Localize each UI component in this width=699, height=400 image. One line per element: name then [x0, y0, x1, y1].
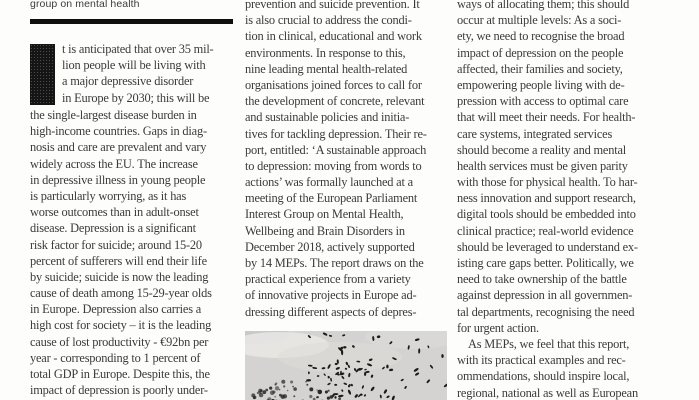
text-line: a major depressive disorder [62, 74, 194, 89]
text-line: tion in clinical, educational and work [245, 29, 422, 44]
text-line: Wellbeing and Brain Disorders in [245, 223, 405, 238]
text-line: is also crucial to address the condi- [245, 13, 412, 28]
article-column-2 [245, 0, 451, 400]
text-line: affected, their families and society, [457, 61, 623, 76]
text-line: impact of depression is poorly under- [30, 383, 208, 398]
text-line: worse outcomes than in adult-onset [30, 205, 199, 220]
text-line: environments. In response to this, [245, 45, 406, 60]
text-line: Interest Group on Mental Health, [245, 207, 404, 222]
text-line: should become a reality and mental [457, 142, 627, 157]
text-line: high-income countries. Gaps in diag- [30, 124, 207, 139]
dropcap-adjacent-lines [62, 41, 230, 106]
text-line: nosis and care are prevalent and vary [30, 140, 207, 155]
text-line: care systems, integrated services [457, 126, 613, 141]
column3-body-lines [457, 0, 662, 400]
text-line: ety, we need to recognise the broad [457, 29, 625, 44]
text-line: empowering people living with de- [457, 77, 625, 92]
article-column-3 [457, 0, 662, 400]
text-line: total GDP in Europe. Despite this, the [30, 367, 210, 381]
text-line: the single-largest disease burden in [30, 108, 197, 122]
text-line: risk factor for suicide; around 15-20 [30, 237, 202, 252]
text-line: widely across the EU. The increase [30, 156, 198, 171]
text-line: by 14 MEPs. The report draws on the [245, 256, 424, 270]
text-line: cause of death among 15-29-year olds [30, 286, 212, 301]
text-line: ness innovation and support research, [457, 191, 636, 206]
article-column-1 [30, 41, 230, 398]
header-rule [30, 19, 233, 24]
text-line: with those for physical health. To har- [457, 175, 638, 190]
column2-body-lines [245, 0, 451, 320]
text-line: the development of concrete, relevant [245, 94, 425, 109]
text-line: high cost for society – it is the leading [30, 318, 212, 333]
text-line: December 2018, actively supported [245, 239, 415, 254]
text-line: practical experience from a variety [245, 272, 411, 287]
text-line: and sustainable policies and initia- [245, 110, 410, 125]
text-line: for urgent action. [457, 320, 539, 335]
text-line: by suicide; suicide is now the leading [30, 269, 209, 284]
text-line: ommendations, should inspire local, [457, 369, 630, 384]
text-line: against depression in all governmen- [457, 288, 633, 303]
running-header: group on mental health [30, 0, 140, 10]
text-line: year - corresponding to 1 percent of [30, 350, 201, 365]
text-line: with its practical examples and rec- [457, 353, 626, 368]
text-line: of innovative projects in Europe ad- [245, 288, 417, 303]
dropcap-letter-icon [30, 44, 55, 105]
text-line: As MEPs, we feel that this report, [468, 336, 630, 351]
text-line: in Europe. Depression also carries a [30, 302, 202, 317]
text-line: percent of sufferers will end their life [30, 253, 207, 268]
text-line: occur at multiple levels: As a soci- [457, 13, 622, 28]
birds-flock-photo [245, 331, 447, 400]
text-line: should be leveraged to understand ex- [457, 239, 638, 254]
text-line: disease. Depression is a significant [30, 221, 196, 236]
dropcap-row [30, 41, 230, 107]
text-line: regional, national as well as European [457, 385, 638, 400]
text-line: pression with access to optimal care [457, 94, 629, 109]
text-line: nine leading mental health-related [245, 61, 408, 76]
text-line: actions’ was formally launched at a [245, 175, 413, 190]
text-line: clinical practice; real-world evidence [457, 223, 634, 238]
text-line: need to take ownership of the battle [457, 272, 627, 287]
text-line: in depressive illness in young people [30, 172, 206, 187]
text-line: is particularly worrying, as it has [30, 188, 187, 203]
text-line: that will meet their needs. For health- [457, 110, 636, 125]
text-line: health services must be given parity [457, 158, 628, 173]
column1-body-lines [30, 107, 230, 398]
text-line: ways of allocating them; this should [457, 0, 630, 11]
text-line: dressing different aspects of depres- [245, 304, 417, 319]
text-line: tal departments, recognising the need [457, 304, 635, 319]
text-line: organisations joined forces to call for [245, 77, 422, 92]
text-line: port, entitled: ‘A sustainable approach [245, 142, 427, 157]
text-line: cause of lost productivity - €92bn per [30, 334, 209, 349]
text-line: tives for tackling depression. Their re- [245, 126, 427, 141]
birds-flock-photo-art [245, 331, 447, 400]
text-line: t is anticipated that over 35 mil- [62, 42, 214, 56]
text-line: digital tools should be embedded into [457, 207, 636, 222]
text-line: prevention and suicide prevention. It [245, 0, 420, 11]
text-line: impact of depression on the people [457, 45, 624, 60]
text-line: in Europe by 2030; this will be [62, 90, 210, 105]
text-line: meeting of the European Parliament [245, 191, 418, 206]
text-line: lion people will be living with [62, 58, 206, 73]
text-line: isting care gaps better. Politically, we [457, 256, 634, 270]
text-line: to depression: moving from words to [245, 158, 422, 173]
